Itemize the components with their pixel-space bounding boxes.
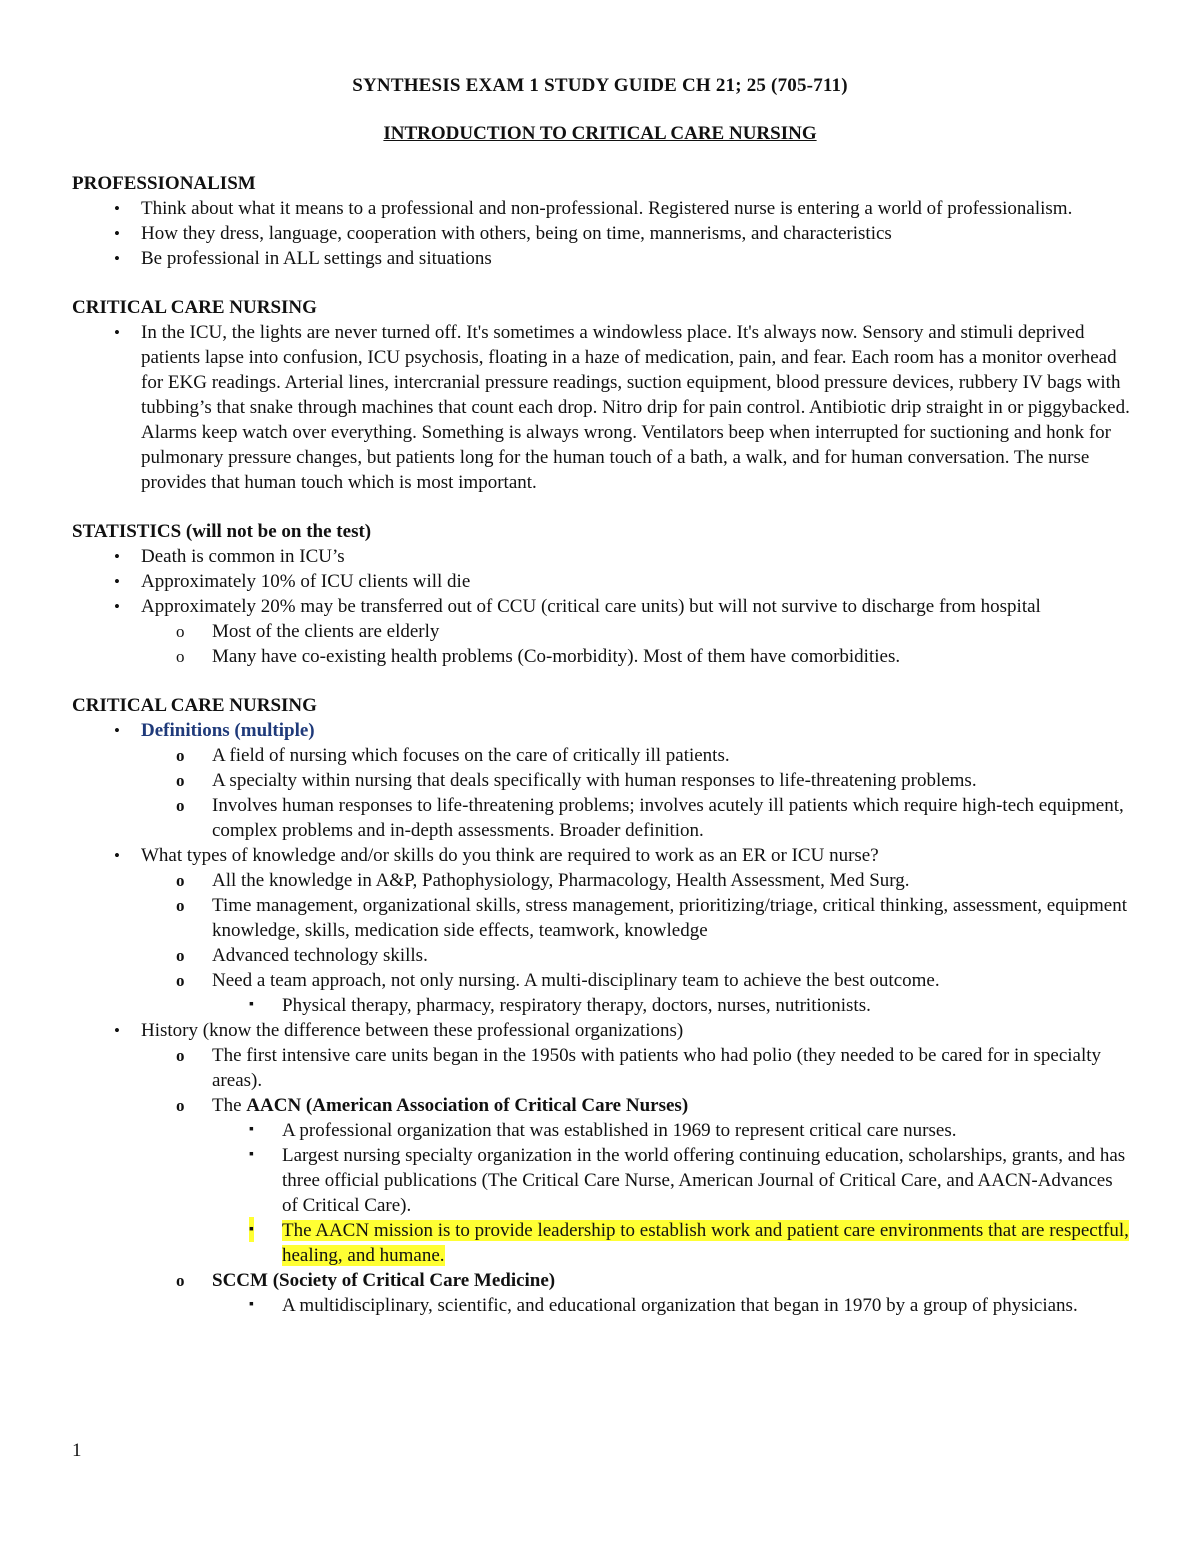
list-item-definitions: • Definitions (multiple) <box>114 720 315 741</box>
document-title: SYNTHESIS EXAM 1 STUDY GUIDE CH 21; 25 (705-711) <box>352 75 848 96</box>
list-item: • In the ICU, the lights are never turned off. It's sometimes a windowless place. It's always now. Sensory and stimuli deprived patients lapse into confusion, ICU psychosis, floating in a haze of medication, pain, and fear. Each room has a monitor overhead for EKG readings. Arterial lines, intercranial pressure readings, suction equipment, blood pressure devices, rubbery IV bags with tubbing’s that snake through machines that count each drop. Nitro drip for pain control. Antibiotic drip straight in or piggybacked. Alarms keep watch over everything. Something is always wrong. Ventilators beep when interrupted for suctioning and honk for pulmonary pressure changes, but patients long for the human touch of a bath, a walk, and for human conversation. The nurse provides that human touch which is most important. <box>114 322 1130 493</box>
list-subitem: o A field of nursing which focuses on the care of critically ill patients. <box>176 745 730 766</box>
list-item: • Approximately 10% of ICU clients will die <box>114 571 471 592</box>
section-heading: CRITICAL CARE NURSING <box>72 297 317 318</box>
circle-bullet-icon: o <box>176 871 185 890</box>
document-body <box>72 171 1132 1342</box>
list-subsubitem: ▪ A multidisciplinary, scientific, and educational organization that began in 1970 by a group of physicians. <box>72 1293 1132 1318</box>
section-critical-care-nursing-detail <box>72 693 1132 1318</box>
list-subitem: o All the knowledge in A&P, Pathophysiology, Pharmacology, Health Assessment, Med Surg. <box>176 870 910 891</box>
document-subtitle: INTRODUCTION TO CRITICAL CARE NURSING <box>383 123 817 144</box>
list-item: • Death is common in ICU’s <box>114 546 345 567</box>
section-heading: CRITICAL CARE NURSING <box>72 695 317 716</box>
circle-bullet-icon: o <box>176 1096 185 1115</box>
list-subitem: o Involves human responses to life-threatening problems; involves acutely ill patients which require high-tech equipment, complex problems and in-depth assessments. Broader definition. <box>176 795 1124 841</box>
list-item-knowledge: • What types of knowledge and/or skills do you think are required to work as an ER or ICU nurse? <box>114 845 879 866</box>
circle-bullet-icon: o <box>176 896 185 915</box>
bullet-icon: • <box>114 572 120 591</box>
circle-bullet-icon: o <box>176 647 185 666</box>
list-subitem: o Advanced technology skills. <box>176 945 428 966</box>
bullet-icon: • <box>114 597 120 616</box>
bullet-icon: • <box>114 224 120 243</box>
circle-bullet-icon: o <box>176 946 185 965</box>
section-statistics <box>72 519 1132 669</box>
bullet-icon: • <box>114 323 120 342</box>
bullet-icon: • <box>114 547 120 566</box>
list-item: • Think about what it means to a professional and non-professional. Registered nurse is entering a world of professionalism. <box>114 198 1073 219</box>
list-subitem: o Time management, organizational skills, stress management, prioritizing/triage, critical thinking, assessment, equipment knowledge, skills, medication side effects, teamwork, knowledge <box>176 895 1127 941</box>
circle-bullet-icon: o <box>176 746 185 765</box>
list-item: • Approximately 20% may be transferred out of CCU (critical care units) but will not survive to discharge from hospital <box>114 596 1041 617</box>
square-bullet-icon: ▪ <box>249 1122 254 1137</box>
square-bullet-icon: ▪ <box>249 997 254 1012</box>
section-professionalism <box>72 171 1132 271</box>
list-subitem: o A specialty within nursing that deals specifically with human responses to life-threatening problems. <box>176 770 977 791</box>
bullet-icon: • <box>114 846 120 865</box>
square-bullet-icon: ▪ <box>249 1297 254 1312</box>
circle-bullet-icon: o <box>176 1271 185 1290</box>
list-subsubitem: ▪ A professional organization that was established in 1969 to represent critical care nurses. <box>72 1118 1132 1143</box>
square-bullet-icon: ▪ <box>249 1147 254 1162</box>
list-subitem: o Need a team approach, not only nursing. A multi-disciplinary team to achieve the best outcome. <box>176 970 940 991</box>
bullet-icon: • <box>114 1021 120 1040</box>
highlighted-text: The AACN mission is to provide leadership to establish work and patient care environments that are respectful, healing, and humane. <box>282 1220 1129 1266</box>
section-heading: STATISTICS (will not be on the test) <box>72 521 372 542</box>
section-heading: PROFESSIONALISM <box>72 173 256 194</box>
square-bullet-icon: ▪ <box>249 1217 254 1242</box>
list-item: • How they dress, language, cooperation with others, being on time, mannerisms, and characteristics <box>114 223 892 244</box>
list-subsubitem: ▪ Physical therapy, pharmacy, respiratory therapy, doctors, nurses, nutritionists. <box>72 993 1132 1018</box>
page-number: 1 <box>72 1440 82 1461</box>
bullet-icon: • <box>114 199 120 218</box>
list-subitem: o Many have co-existing health problems (Co-morbidity). Most of them have comorbidities. <box>176 646 901 667</box>
bullet-icon: • <box>114 249 120 268</box>
list-subitem-aacn: o The AACN (American Association of Critical Care Nurses) <box>176 1095 689 1116</box>
list-subsubitem-highlighted <box>72 1218 1132 1268</box>
circle-bullet-icon: o <box>176 1046 185 1065</box>
circle-bullet-icon: o <box>176 796 185 815</box>
section-critical-care-nursing-intro <box>72 295 1132 495</box>
list-subitem: o Most of the clients are elderly <box>176 621 440 642</box>
circle-bullet-icon: o <box>176 622 185 641</box>
list-item-history: • History (know the difference between these professional organizations) <box>114 1020 684 1041</box>
circle-bullet-icon: o <box>176 971 185 990</box>
list-subitem: o The first intensive care units began in the 1950s with patients who had polio (they needed to be cared for in specialty areas). <box>176 1045 1102 1091</box>
bullet-icon: • <box>114 721 120 740</box>
list-subitem-sccm: o SCCM (Society of Critical Care Medicine) <box>176 1270 556 1291</box>
list-subsubitem: ▪ Largest nursing specialty organization in the world offering continuing education, scholarships, grants, and has three official publications (The Critical Care Nurse, American Journal of Critical Care, and AACN-Advances of Critical Care). <box>72 1143 1132 1218</box>
list-item: • Be professional in ALL settings and situations <box>114 248 492 269</box>
circle-bullet-icon: o <box>176 771 185 790</box>
